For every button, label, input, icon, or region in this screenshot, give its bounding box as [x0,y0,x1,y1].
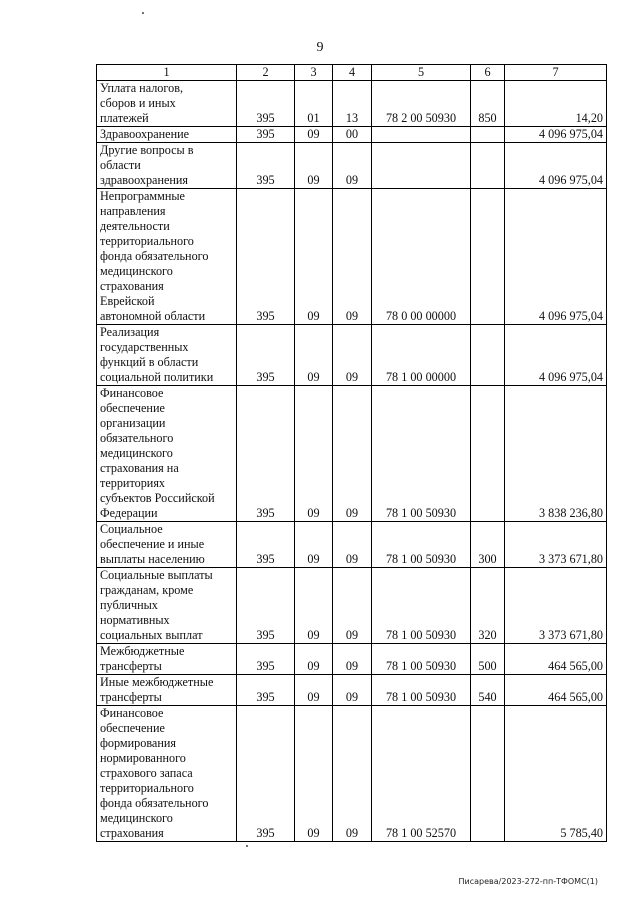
subsection-code-cell: 09 [333,644,372,675]
section-code-cell: 09 [295,568,333,644]
table-row [97,706,607,842]
section-code-cell: 09 [295,644,333,675]
amount-cell: 4 096 975,04 [505,325,607,386]
row-name-cell [97,189,237,325]
column-header: 5 [372,65,471,81]
scan-speck [142,12,144,14]
row-name-line: организации [100,416,166,430]
row-name-line: Непрограммные [100,189,185,203]
target-article-cell: 78 1 00 52570 [372,706,471,842]
agency-code-cell: 395 [237,189,295,325]
row-name-line: публичных [100,598,158,612]
agency-code-cell: 395 [237,325,295,386]
section-code-cell: 09 [295,386,333,522]
table-row [97,568,607,644]
row-name-line: Социальное [100,522,163,536]
table-header-row [97,65,607,81]
expense-type-cell: 300 [471,522,505,568]
amount-cell: 3 373 671,80 [505,522,607,568]
amount-cell: 3 373 671,80 [505,568,607,644]
column-header: 4 [333,65,372,81]
table-row [97,81,607,127]
row-name-line: медицинского [100,446,173,460]
agency-code-cell: 395 [237,127,295,143]
section-code-cell: 09 [295,127,333,143]
expense-type-cell [471,189,505,325]
row-name-cell [97,706,237,842]
agency-code-cell: 395 [237,522,295,568]
row-name-line: обеспечение [100,721,165,735]
row-name-line: Уплата налогов, [100,81,183,95]
row-name-line: страхования на [100,461,179,475]
amount-cell: 4 096 975,04 [505,127,607,143]
row-name-line: фонда обязательного [100,796,209,810]
column-header: 7 [505,65,607,81]
amount-cell: 14,20 [505,81,607,127]
section-code-cell: 01 [295,81,333,127]
expense-type-cell: 320 [471,568,505,644]
row-name-cell [97,386,237,522]
agency-code-cell: 395 [237,644,295,675]
target-article-cell: 78 1 00 00000 [372,325,471,386]
amount-cell: 5 785,40 [505,706,607,842]
target-article-cell [372,127,471,143]
row-name-line: территориях [100,476,166,490]
expense-type-cell: 540 [471,675,505,706]
row-name-line: социальных выплат [100,628,203,642]
agency-code-cell: 395 [237,706,295,842]
table-row [97,143,607,189]
page-number: 9 [316,40,324,55]
row-name-line: функций в области [100,355,199,369]
row-name-line: страхования [100,279,164,293]
expense-type-cell [471,386,505,522]
amount-cell: 3 838 236,80 [505,386,607,522]
row-name-line: фонда обязательного [100,249,209,263]
row-name-line: области [100,158,141,172]
target-article-cell: 78 0 00 00000 [372,189,471,325]
table-row [97,675,607,706]
row-name-line: Социальные выплаты [100,568,213,582]
target-article-cell [372,143,471,189]
row-name-line: нормативных [100,613,170,627]
row-name-line: обязательного [100,431,174,445]
row-name-cell [97,325,237,386]
table-row [97,386,607,522]
column-header: 6 [471,65,505,81]
row-name-cell [97,127,237,143]
subsection-code-cell: 09 [333,386,372,522]
row-name-line: гражданам, кроме [100,583,194,597]
subsection-code-cell: 09 [333,189,372,325]
amount-cell: 464 565,00 [505,644,607,675]
row-name-line: медицинского [100,811,173,825]
agency-code-cell: 395 [237,81,295,127]
row-name-line: платежей [100,111,149,125]
row-name-line: формирования [100,736,176,750]
row-name-line: Здравоохранение [100,127,190,141]
row-name-cell [97,143,237,189]
table-row [97,127,607,143]
subsection-code-cell: 09 [333,522,372,568]
row-name-cell [97,568,237,644]
subsection-code-cell: 13 [333,81,372,127]
target-article-cell: 78 1 00 50930 [372,644,471,675]
table-row [97,189,607,325]
section-code-cell: 09 [295,706,333,842]
section-code-cell: 09 [295,675,333,706]
budget-table [96,64,607,842]
amount-cell: 4 096 975,04 [505,189,607,325]
expense-type-cell: 850 [471,81,505,127]
subsection-code-cell: 09 [333,568,372,644]
row-name-line: автономной области [100,309,206,323]
table-body [97,81,607,842]
row-name-line: Другие вопросы в [100,143,194,157]
scan-speck [246,845,248,847]
target-article-cell: 78 1 00 50930 [372,675,471,706]
agency-code-cell: 395 [237,568,295,644]
expense-type-cell [471,325,505,386]
row-name-cell [97,644,237,675]
row-name-line: территориального [100,234,194,248]
row-name-line: государственных [100,340,189,354]
target-article-cell: 78 2 00 50930 [372,81,471,127]
agency-code-cell: 395 [237,675,295,706]
section-code-cell: 09 [295,325,333,386]
row-name-line: нормированного [100,751,186,765]
row-name-line: Финансовое [100,386,164,400]
amount-cell: 4 096 975,04 [505,143,607,189]
expense-type-cell: 500 [471,644,505,675]
row-name-line: Федерации [100,506,158,520]
row-name-line: страхового запаса [100,766,193,780]
row-name-line: Реализация [100,325,160,339]
column-header: 3 [295,65,333,81]
row-name-line: Межбюджетные [100,644,185,658]
target-article-cell: 78 1 00 50930 [372,568,471,644]
row-name-line: сборов и иных [100,96,176,110]
row-name-cell [97,522,237,568]
target-article-cell: 78 1 00 50930 [372,386,471,522]
subsection-code-cell: 09 [333,675,372,706]
section-code-cell: 09 [295,522,333,568]
target-article-cell: 78 1 00 50930 [372,522,471,568]
section-code-cell: 09 [295,189,333,325]
row-name-cell [97,81,237,127]
section-code-cell: 09 [295,143,333,189]
row-name-line: медицинского [100,264,173,278]
column-header: 1 [97,65,237,81]
row-name-line: трансферты [100,659,162,673]
row-name-line: обеспечение и иные [100,537,205,551]
subsection-code-cell: 09 [333,706,372,842]
row-name-line: выплаты населению [100,552,205,566]
subsection-code-cell: 00 [333,127,372,143]
table-row [97,522,607,568]
amount-cell: 464 565,00 [505,675,607,706]
row-name-line: Иные межбюджетные [100,675,214,689]
column-header: 2 [237,65,295,81]
row-name-line: социальной политики [100,370,214,384]
row-name-line: направления [100,204,166,218]
table-row [97,644,607,675]
subsection-code-cell: 09 [333,325,372,386]
document-reference: Писарева/2023-272-пп-ТФОМС(1) [458,877,598,886]
subsection-code-cell: 09 [333,143,372,189]
row-name-line: здравоохранения [100,173,189,187]
row-name-line: деятельности [100,219,170,233]
row-name-line: субъектов Российской [100,491,215,505]
row-name-line: трансферты [100,690,162,704]
expense-type-cell [471,127,505,143]
row-name-line: территориального [100,781,194,795]
row-name-line: Еврейской [100,294,155,308]
table-row [97,325,607,386]
agency-code-cell: 395 [237,143,295,189]
row-name-line: обеспечение [100,401,165,415]
agency-code-cell: 395 [237,386,295,522]
row-name-line: страхования [100,826,164,840]
expense-type-cell [471,706,505,842]
row-name-line: Финансовое [100,706,164,720]
expense-type-cell [471,143,505,189]
row-name-cell [97,675,237,706]
